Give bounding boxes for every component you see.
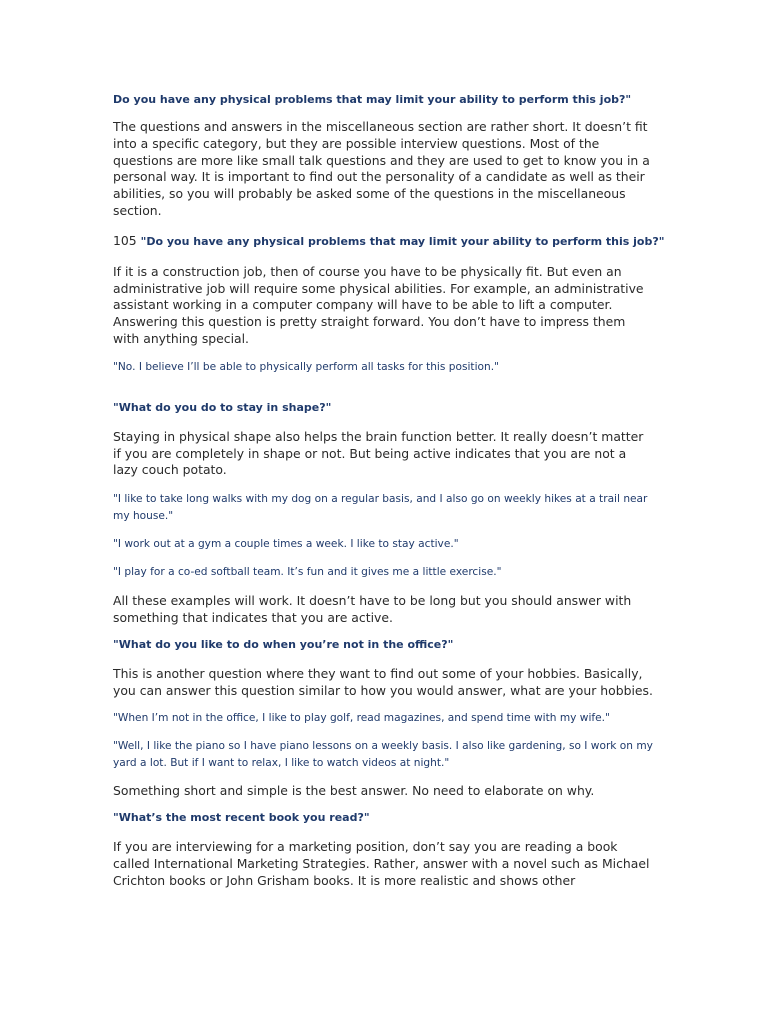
question-105-paragraph: If it is a construction job, then of course you have to be physically fit. But even an administrative job will require some physical abilities. For example, an administrative assistant working in a computer company will have to be able to lift a computer. Answering this question is pretty straight forward. You don’t have to impress them with anything special. bbox=[113, 263, 644, 346]
not-in-office-heading: "What do you like to do when you’re not in the office?" bbox=[113, 637, 454, 651]
stay-in-shape-answer: "I play for a co-ed softball team. It’s fun and it gives me a little exercise." bbox=[113, 566, 502, 579]
document-page bbox=[113, 92, 665, 890]
intro-paragraph: The questions and answers in the miscellaneous section are rather short. It doesn’t fit into a specific category, but they are possible interview questions. Most of the questions are more like small talk questions and they are used to get to know you in a personal way. It is important to find out the personality of a candidate as well as their abilities, so you will probably be asked some of the questions in the miscellaneous section. bbox=[113, 119, 650, 218]
stay-in-shape-heading: "What do you do to stay in shape?" bbox=[113, 400, 332, 414]
top-question-heading: Do you have any physical problems that may limit your ability to perform this job?" bbox=[113, 93, 632, 106]
stay-in-shape-answer: "I like to take long walks with my dog on a regular basis, and I also go on weekly hikes at a trail near my house." bbox=[113, 493, 648, 523]
not-in-office-paragraph: This is another question where they want to find out some of your hobbies. Basically, you can answer this question similar to how you would answer, what are your hobbies. bbox=[113, 665, 653, 698]
question-105-text: "Do you have any physical problems that may limit your ability to perform this job?" bbox=[140, 234, 665, 248]
recent-book-paragraph: If you are interviewing for a marketing position, don’t say you are reading a book called International Marketing Strategies. Rather, answer with a novel such as Michael Crichton books or John Grisham books. It is more realistic and shows other bbox=[113, 839, 650, 888]
question-105-heading bbox=[113, 232, 665, 250]
stay-in-shape-outro: All these examples will work. It doesn’t have to be long but you should answer with something that indicates that you are active. bbox=[113, 593, 632, 625]
stay-in-shape-paragraph: Staying in physical shape also helps the brain function better. It really doesn’t matter if you are completely in shape or not. But being active indicates that you are not a lazy couch potato. bbox=[113, 428, 644, 478]
not-in-office-answer: "When I’m not in the office, I like to play golf, read magazines, and spend time with my wife." bbox=[113, 712, 610, 725]
recent-book-heading: "What’s the most recent book you read?" bbox=[113, 811, 370, 825]
not-in-office-outro: Something short and simple is the best answer. No need to elaborate on why. bbox=[113, 783, 595, 799]
stay-in-shape-answer: "I work out at a gym a couple times a week. I like to stay active." bbox=[113, 538, 459, 551]
question-number: 105 bbox=[113, 232, 137, 248]
not-in-office-answer: "Well, I like the piano so I have piano lessons on a weekly basis. I also like gardening, so I work on my yard a lot. But if I want to relax, I like to watch videos at night." bbox=[113, 740, 653, 770]
question-105-answer: "No. I believe I’ll be able to physically perform all tasks for this position." bbox=[113, 360, 499, 373]
